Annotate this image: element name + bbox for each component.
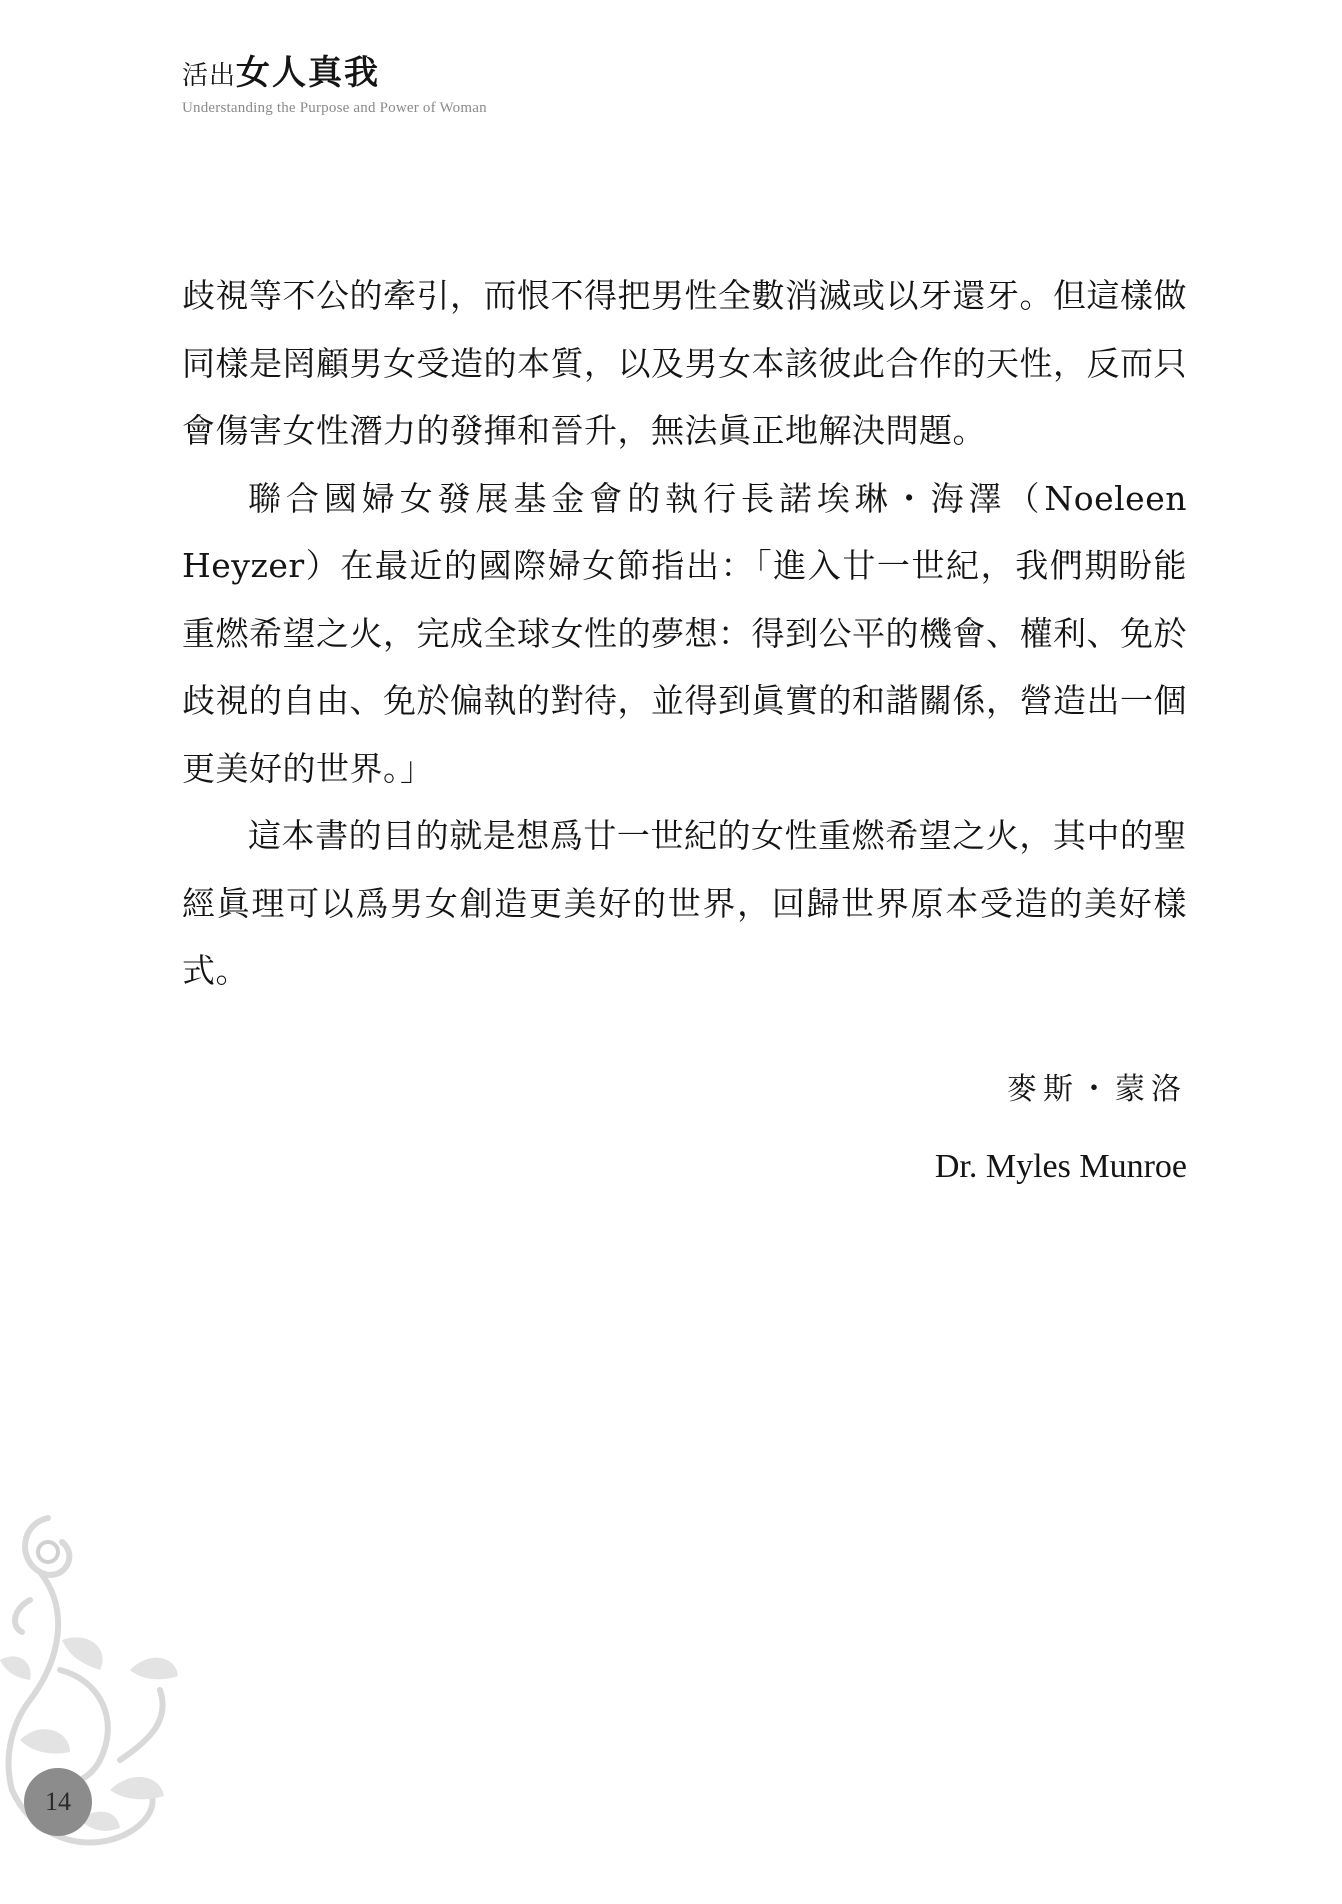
page-number: 14 [24, 1768, 92, 1836]
floral-ornament-icon [0, 1490, 190, 1904]
body-text [182, 262, 1187, 1005]
book-title-prefix: 活出 [182, 61, 237, 91]
author-name-english: Dr. Myles Munroe [934, 1148, 1187, 1185]
paragraph-2: 聯合國婦女發展基金會的執行長諾埃琳・海澤（Noeleen Heyzer）在最近的國際婦女節指出：「進入廿一世紀，我們期盼能重燃希望之火，完成全球女性的夢想：得到公平的機會、權利、免於歧視的自由、免於偏執的對待，並得到眞實的和諧關係，營造出一個更美好的世界。」 [182, 478, 1187, 788]
book-subtitle: Understanding the Purpose and Power of Woman [182, 100, 487, 116]
author-name-chinese: 麥斯・蒙洛 [1007, 1072, 1187, 1107]
running-header [182, 53, 487, 117]
paragraph-3: 這本書的目的就是想爲廿一世紀的女性重燃希望之火，其中的聖經眞理可以爲男女創造更美好的世界，回歸世界原本受造的美好樣式。 [182, 816, 1187, 990]
book-title [182, 53, 487, 93]
paragraph-1: 歧視等不公的牽引，而恨不得把男性全數消滅或以牙還牙。但這樣做同樣是罔顧男女受造的本質，以及男女本該彼此合作的天性，反而只會傷害女性潛力的發揮和晉升，無法眞正地解決問題。 [182, 276, 1187, 450]
book-title-main: 女人真我 [236, 53, 381, 93]
